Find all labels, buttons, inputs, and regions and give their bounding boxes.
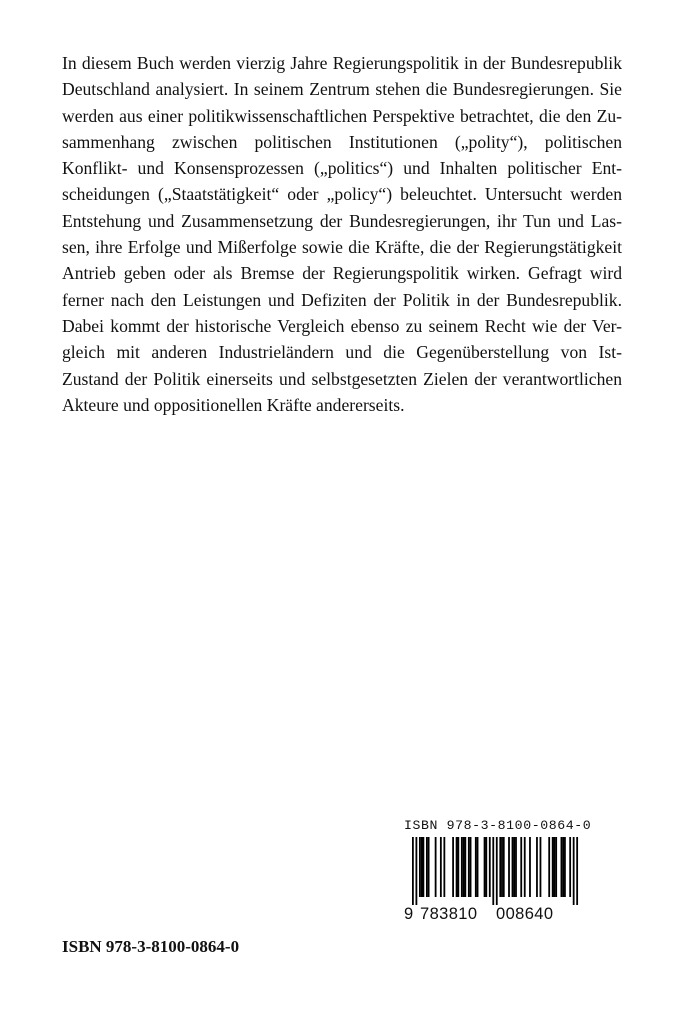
barcode-bar — [512, 837, 514, 897]
ean-barcode-block — [404, 818, 590, 924]
barcode-bar — [484, 837, 486, 897]
blurb-line: Zustand der Politik einerseits und selbstgesetzten Zielen der verantwortlichen — [62, 368, 622, 389]
barcode-bar — [508, 837, 510, 897]
blurb-line: sammenhang zwischen politischen Institutionen („polity“), politischen — [62, 131, 622, 152]
barcode-guard-bar — [576, 837, 578, 905]
barcode-bar — [499, 837, 501, 897]
barcode-digits — [404, 904, 590, 924]
barcode-bar — [554, 837, 556, 897]
barcode-bar — [457, 837, 459, 897]
barcode-bar — [470, 837, 472, 897]
barcode-bar — [524, 837, 526, 897]
barcode-bar — [428, 837, 430, 897]
barcode-bar — [569, 837, 571, 897]
barcode-bar — [475, 837, 477, 897]
barcode-lead-digit: 9 — [404, 905, 414, 923]
barcode-bar — [555, 837, 557, 897]
barcode-bar — [489, 837, 491, 897]
barcode-bar — [501, 837, 503, 897]
barcode-bar — [520, 837, 522, 897]
barcode-bar — [485, 837, 487, 897]
barcode-bar — [548, 837, 550, 897]
blurb-line: Entstehung und Zusammensetzung der Bundesregierungen, ihr Tun und Las- — [62, 210, 622, 231]
blurb-line: Dabei kommt der historische Vergleich ebenso zu seinem Recht wie der Ver- — [62, 315, 622, 336]
blurb-line: Antrieb geben oder als Bremse der Regierungspolitik wirken. Gefragt wird — [62, 263, 622, 284]
barcode-guard-bar — [415, 837, 417, 905]
barcode-bar — [468, 837, 470, 897]
blurb-line: werden aus einer politikwissenschaftlichen Perspektive betrachtet, die den Zu- — [62, 105, 622, 126]
blurb-line: Konflikt- und Konsensprozessen („politics“) und Inhalten politischer Ent- — [62, 158, 622, 179]
barcode-bar — [540, 837, 542, 897]
barcode-bars — [404, 837, 580, 905]
barcode-bar — [564, 837, 566, 897]
barcode-bar — [562, 837, 564, 897]
barcode-bar — [422, 837, 424, 897]
isbn-footer: ISBN 978-3-8100-0864-0 — [62, 937, 240, 956]
barcode-bar — [536, 837, 538, 897]
barcode-bar — [513, 837, 515, 897]
blurb-line: Akteure und oppositionellen Kräfte andererseits. — [62, 394, 405, 415]
blurb-line: scheidungen („Staatstätigkeit“ oder „policy“) beleuchtet. Untersucht werden — [62, 184, 622, 205]
barcode-guard-bar — [492, 837, 494, 905]
barcode-bar — [561, 837, 563, 897]
barcode-left-digits: 783810 — [420, 905, 478, 923]
barcode-bar — [552, 837, 554, 897]
barcode-bar — [456, 837, 458, 897]
barcode-bar — [440, 837, 442, 897]
barcode-bar — [419, 837, 421, 897]
barcode-bar — [503, 837, 505, 897]
barcode-bar — [463, 837, 465, 897]
blurb-line: Deutschland analysiert. In seinem Zentrum stehen die Bundesregierungen. Sie — [62, 79, 622, 100]
barcode-bar — [515, 837, 517, 897]
barcode-bar — [426, 837, 428, 897]
barcode-guard-bar — [496, 837, 498, 905]
barcode-isbn-label: ISBN 978-3-8100-0864-0 — [404, 818, 592, 833]
barcode-bar — [477, 837, 479, 897]
barcode-guard-bar — [573, 837, 575, 905]
barcode-right-digits: 008640 — [496, 905, 554, 923]
barcode-bar — [421, 837, 423, 897]
barcode-bar — [435, 837, 437, 897]
barcode-bar — [461, 837, 463, 897]
blurb-line: ferner nach den Leistungen und Defiziten der Politik in der Bundesrepublik. — [62, 289, 622, 310]
barcode-guard-bar — [412, 837, 414, 905]
barcode-bar — [464, 837, 466, 897]
barcode-bar — [443, 837, 445, 897]
barcode-bar — [452, 837, 454, 897]
barcode-bar — [529, 837, 531, 897]
blurb-line: gleich mit anderen Industrieländern und die Gegenüberstellung von Ist- — [62, 342, 622, 363]
back-cover-blurb — [62, 50, 622, 418]
blurb-line: In diesem Buch werden vierzig Jahre Regierungspolitik in der Bundesrepublik — [62, 53, 622, 73]
blurb-line: sen, ihre Erfolge und Mißerfolge sowie die Kräfte, die der Regierungstätigkeit — [62, 237, 622, 258]
